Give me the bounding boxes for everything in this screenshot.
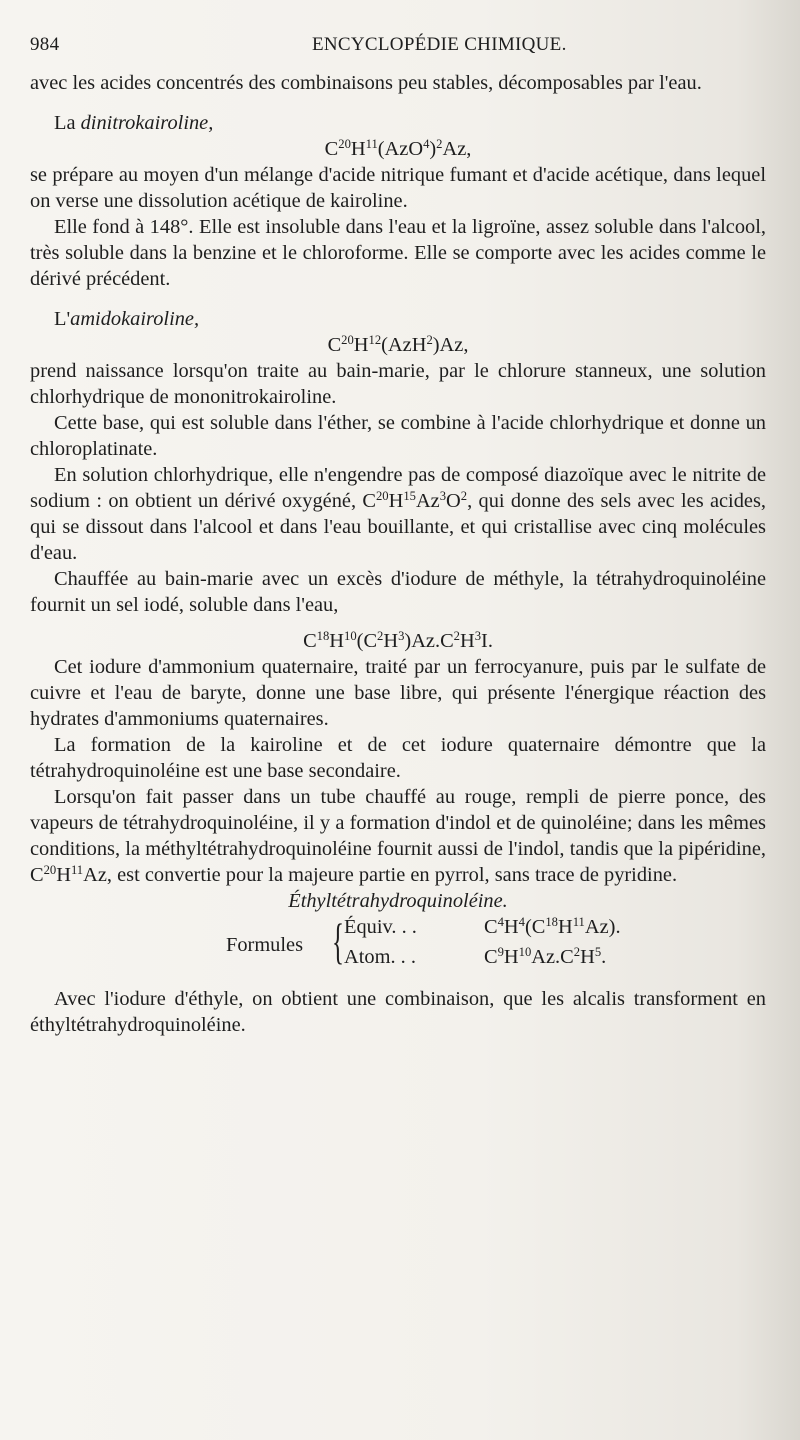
page-header bbox=[30, 34, 770, 64]
ethyl-iodide-paragraph: Avec l'iodure d'éthyle, on obtient une combinaison, que les alcalis transforment en éthyltétrahydroquinoléine. bbox=[30, 988, 766, 1036]
formulas-block bbox=[30, 914, 766, 976]
compound-name: dinitrokairoline, bbox=[80, 112, 214, 134]
section-title: Éthyltétrahydroquinoléine. bbox=[288, 890, 508, 912]
methyl-iodide-paragraph: Chauffée au bain-marie avec un excès d'iodure de méthyle, la tétrahydroquinoléine fournit un sel iodé, soluble dans l'eau, bbox=[30, 568, 766, 616]
dinitrokairoline-preparation: se prépare au moyen d'un mélange d'acide nitrique fumant et d'acide acétique, dans lequel on verse une dissolution acétique de kairoline. bbox=[30, 164, 766, 212]
atom-formula: $C^9H^{10}Az.C^2H^5$. bbox=[484, 945, 607, 968]
amidokairoline-origin: prend naissance lorsqu'on traite au bain-marie, par le chlorure stanneux, une solution chlorhydrique de mononitrokairoline. bbox=[30, 360, 766, 408]
paragraph-intro: avec les acides concentrés des combinaisons peu stables, décomposables par l'eau. bbox=[30, 72, 702, 94]
formulas-label: Formules bbox=[226, 934, 304, 956]
iodide-formula: $C^{18}H^{10}(C^2H^3)Az.C^2H^3I$. bbox=[303, 629, 493, 652]
equiv-formula: $C^4H^4(C^{18}H^{11}Az)$. bbox=[484, 915, 621, 938]
compound-name: amidokairoline, bbox=[70, 308, 200, 330]
amidokairoline-formula: $C^{20}H^{12}(AzH^2)Az$, bbox=[327, 333, 469, 356]
amidokairoline-heading bbox=[30, 306, 766, 332]
amidokairoline-base: Cette base, qui est soluble dans l'éther, se combine à l'acide chlorhydrique et donne un chloroplatinate. bbox=[30, 412, 766, 460]
page-number: 984 bbox=[30, 34, 60, 55]
equiv-label: Équiv. . . bbox=[344, 916, 417, 938]
quaternary-iodide-paragraph: Cet iodure d'ammonium quaternaire, traité par un ferrocyanure, puis par le sulfate de cuivre et l'eau de baryte, donne une base libre, qui présente l'énergique réaction des hydrates d'ammoniums quaternaires. bbox=[30, 656, 766, 730]
amidokairoline-diazo: En solution chlorhydrique, elle n'engendre pas de composé diazoïque avec le nitrite de sodium : on obtient un dérivé oxygéné, $C^{20}H^{15}Az^3O^2$, qui donne des sels avec les acides, qui se dissout dans l'alcool et dans l'eau bouillante, et qui cristallise avec cinq molécules d'eau. bbox=[30, 464, 766, 564]
heading-lead: La bbox=[54, 112, 81, 134]
brace: { bbox=[332, 913, 344, 969]
heading-lead: L' bbox=[54, 308, 71, 330]
page-body bbox=[30, 70, 766, 1038]
atom-label: Atom. . . bbox=[344, 946, 416, 968]
pyrolysis-paragraph: Lorsqu'on fait passer dans un tube chauffé au rouge, rempli de pierre ponce, des vapeurs de tétrahydroquinoléine, il y a formation d'indol et de quinoléine; dans les mêmes conditions, la méthyltétrahydroquinoléine fournit aussi de l'indol, tandis que la pipéridine, $C^{20}H^{11}Az$, est convertie pour la majeure partie en pyrrol, sans trace de pyridine. bbox=[30, 786, 766, 886]
dinitrokairoline-formula: $C^{20}H^{11}(AzO^4)^2Az$, bbox=[324, 137, 472, 160]
dinitrokairoline-heading bbox=[30, 110, 766, 136]
secondary-base-paragraph: La formation de la kairoline et de cet iodure quaternaire démontre que la tétrahydroquinoléine est une base secondaire. bbox=[30, 734, 766, 782]
dinitrokairoline-properties: Elle fond à 148°. Elle est insoluble dans l'eau et la ligroïne, assez soluble dans l'alcool, très soluble dans la benzine et le chloroforme. Elle se comporte avec les acides comme le dérivé précédent. bbox=[30, 216, 766, 290]
running-title: ENCYCLOPÉDIE CHIMIQUE. bbox=[312, 34, 567, 55]
